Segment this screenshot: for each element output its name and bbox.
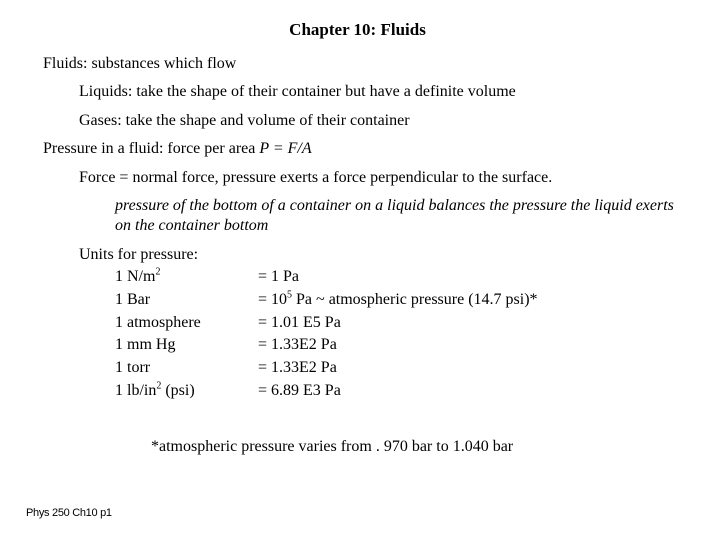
pressure-definition bbox=[43, 139, 312, 159]
unit-name: 1 atmosphere bbox=[115, 314, 201, 331]
unit-equivalent: = $10^5$ Pa ~ atmospheric pressure (14.7 psi)* bbox=[258, 289, 538, 308]
pressure-formula: P = F/A bbox=[259, 140, 312, 157]
unit-equivalent: = 1.33E2 Pa bbox=[258, 336, 337, 353]
page-footer: Phys 250 Ch10 p1 bbox=[26, 507, 112, 519]
unit-name: 1 torr bbox=[115, 359, 151, 376]
unit-equivalent: = 6.89 E3 Pa bbox=[258, 382, 341, 399]
gases-definition: Gases: take the shape and volume of their container bbox=[79, 112, 410, 129]
italic-note: pressure of the bottom of a container on a liquid balances the pressure the liquid exerts on the container bottom bbox=[115, 197, 674, 234]
unit-equivalent: = 1.01 E5 Pa bbox=[258, 314, 341, 331]
unit-equivalent: = 1 Pa bbox=[258, 268, 300, 285]
pressure-text: Pressure in a fluid: force per area bbox=[43, 140, 260, 157]
unit-name: 1 $N/m^2$ bbox=[115, 266, 161, 285]
footnote: *atmospheric pressure varies from . 970 bar to 1.040 bar bbox=[151, 438, 514, 455]
unit-name: 1 Bar bbox=[115, 291, 151, 308]
force-definition: Force = normal force, pressure exerts a force perpendicular to the surface. bbox=[79, 169, 553, 186]
units-heading: Units for pressure: bbox=[79, 246, 199, 263]
unit-name: 1 $lb/in^2$ (psi) bbox=[115, 380, 195, 399]
liquids-definition: Liquids: take the shape of their container but have a definite volume bbox=[79, 83, 516, 100]
fluids-definition: Fluids: substances which flow bbox=[43, 55, 237, 72]
unit-name: 1 mm Hg bbox=[115, 336, 176, 353]
page-title: Chapter 10: Fluids bbox=[289, 20, 426, 39]
unit-equivalent: = 1.33E2 Pa bbox=[258, 359, 337, 376]
